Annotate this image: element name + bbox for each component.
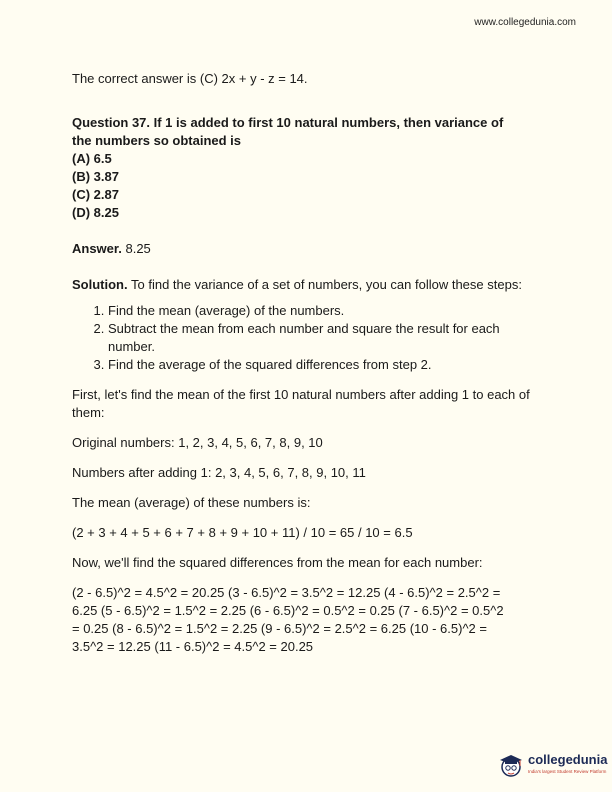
solution-intro-text: To find the variance of a set of numbers, you can follow these steps: — [131, 277, 522, 292]
answer-value: 8.25 — [125, 241, 151, 256]
mean-calculation: (2 + 3 + 4 + 5 + 6 + 7 + 8 + 9 + 10 + 11) / 10 = 65 / 10 = 6.5 — [72, 525, 413, 540]
calc-line: (2 - 6.5)^2 = 4.5^2 = 20.25 (3 - 6.5)^2 = 3.5^2 = 12.25 (4 - 6.5)^2 = 2.5^2 = — [72, 585, 501, 600]
site-url[interactable]: www.collegedunia.com — [474, 17, 576, 28]
previous-answer: The correct answer is (C) 2x + y - z = 14. — [72, 71, 308, 86]
answer-line — [72, 240, 542, 258]
option-a: (A) 6.5 — [72, 151, 112, 166]
calc-line: 6.25 (5 - 6.5)^2 = 1.5^2 = 2.25 (6 - 6.5)^2 = 0.5^2 = 0.25 (7 - 6.5)^2 = 0.5^2 — [72, 603, 504, 618]
solution-label: Solution. — [72, 277, 128, 292]
option-b: (B) 3.87 — [72, 169, 119, 184]
step-item: 3. Find the average of the squared differences from step 2. — [108, 356, 542, 374]
mean-intro: The mean (average) of these numbers is: — [72, 495, 311, 510]
squared-diff-calculation — [72, 584, 542, 656]
logo-tagline: India's largest Student Review Platform — [528, 769, 607, 774]
mean-paragraph: First, let's find the mean of the first 10 natural numbers after adding 1 to each of them: — [72, 387, 530, 420]
question-title-line1: Question 37. If 1 is added to first 10 natural numbers, then variance of — [72, 115, 504, 130]
option-d: (D) 8.25 — [72, 205, 119, 220]
original-numbers: Original numbers: 1, 2, 3, 4, 5, 6, 7, 8, 9, 10 — [72, 435, 323, 450]
document-body — [72, 70, 542, 656]
collegedunia-logo[interactable] — [498, 748, 608, 780]
solution-steps — [72, 302, 542, 374]
question-title-line2: the numbers so obtained is — [72, 133, 242, 148]
logo-wordmark: collegedunia — [528, 752, 608, 767]
calc-line: 3.5^2 = 12.25 (11 - 6.5)^2 = 4.5^2 = 20.25 — [72, 639, 314, 654]
squared-diff-intro: Now, we'll find the squared differences from the mean for each number: — [72, 555, 483, 570]
numbers-after-adding: Numbers after adding 1: 2, 3, 4, 5, 6, 7, 8, 9, 10, 11 — [72, 465, 366, 480]
step-item: 2. Subtract the mean from each number and square the result for each number. — [108, 320, 542, 356]
question-block — [72, 114, 542, 222]
solution-intro — [72, 276, 542, 294]
step-item: 1. Find the mean (average) of the numbers. — [108, 302, 542, 320]
option-c: (C) 2.87 — [72, 187, 119, 202]
calc-line: = 0.25 (8 - 6.5)^2 = 1.5^2 = 2.25 (9 - 6.5)^2 = 2.5^2 = 6.25 (10 - 6.5)^2 = — [72, 621, 487, 636]
answer-label: Answer. — [72, 241, 122, 256]
graduate-mascot-icon — [498, 752, 524, 778]
